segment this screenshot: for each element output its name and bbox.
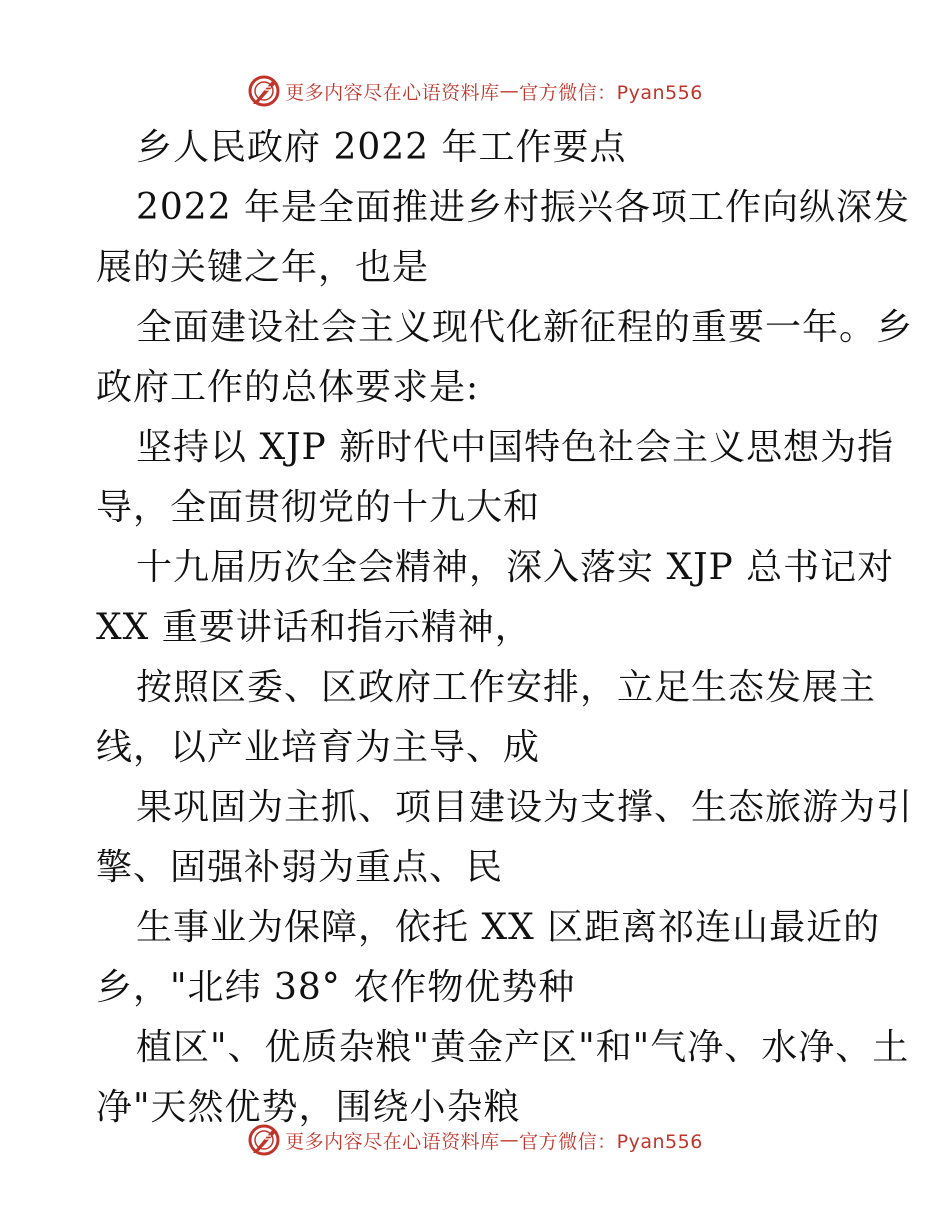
paragraph-line: 2022 年是全面推进乡村振兴各项工作向纵深发 <box>136 187 911 228</box>
paragraph-line: 按照区委、区政府工作安排，立足生态发展主 <box>136 667 877 708</box>
paragraph-line: 坚持以 XJP 新时代中国特色社会主义思想为指 <box>136 427 895 468</box>
watermark-dash: — <box>499 80 520 102</box>
watermark-account: 官方微信：Pyan556 <box>519 81 703 104</box>
paragraph-line: 净"天然优势，围绕小杂粮 <box>96 1087 521 1128</box>
paragraph-line: 线，以产业培育为主导、成 <box>96 727 541 768</box>
feather-circle-logo-icon <box>247 1123 281 1157</box>
paragraph-line: 全面建设社会主义现代化新征程的重要一年。乡 <box>136 307 914 348</box>
watermark-header <box>0 71 950 111</box>
paragraph-line: 展的关键之年，也是 <box>96 247 430 288</box>
paragraph-line: 导，全面贯彻党的十九大和 <box>96 487 541 528</box>
paragraph-line: 十九届历次全会精神，深入落实 XJP 总书记对 <box>136 547 895 588</box>
watermark-account: 官方微信：Pyan556 <box>519 1130 703 1153</box>
paragraph-line: XX 重要讲话和指示精神， <box>96 607 532 648</box>
document-title: 乡人民政府 2022 年工作要点 <box>136 127 627 168</box>
paragraph-line: 生事业为保障，依托 XX 区距离祁连山最近的 <box>136 907 881 948</box>
paragraph-line: 政府工作的总体要求是: <box>96 367 480 408</box>
paragraph-line: 乡，"北纬 38° 农作物优势种 <box>96 967 576 1008</box>
watermark-footer <box>0 1120 950 1160</box>
watermark-title: 更多内容尽在心语资料库 <box>285 81 500 104</box>
paragraph-line: 植区"、优质杂粮"黄金产区"和"气净、水净、土 <box>136 1027 910 1068</box>
feather-circle-logo-icon <box>247 74 281 108</box>
paragraph-line: 果巩固为主抓、项目建设为支撑、生态旅游为引 <box>136 787 914 828</box>
watermark-title: 更多内容尽在心语资料库 <box>285 1130 500 1153</box>
watermark-dash: — <box>499 1129 520 1151</box>
document-body <box>96 118 914 1138</box>
paragraph-line: 擎、固强补弱为重点、民 <box>96 847 504 888</box>
